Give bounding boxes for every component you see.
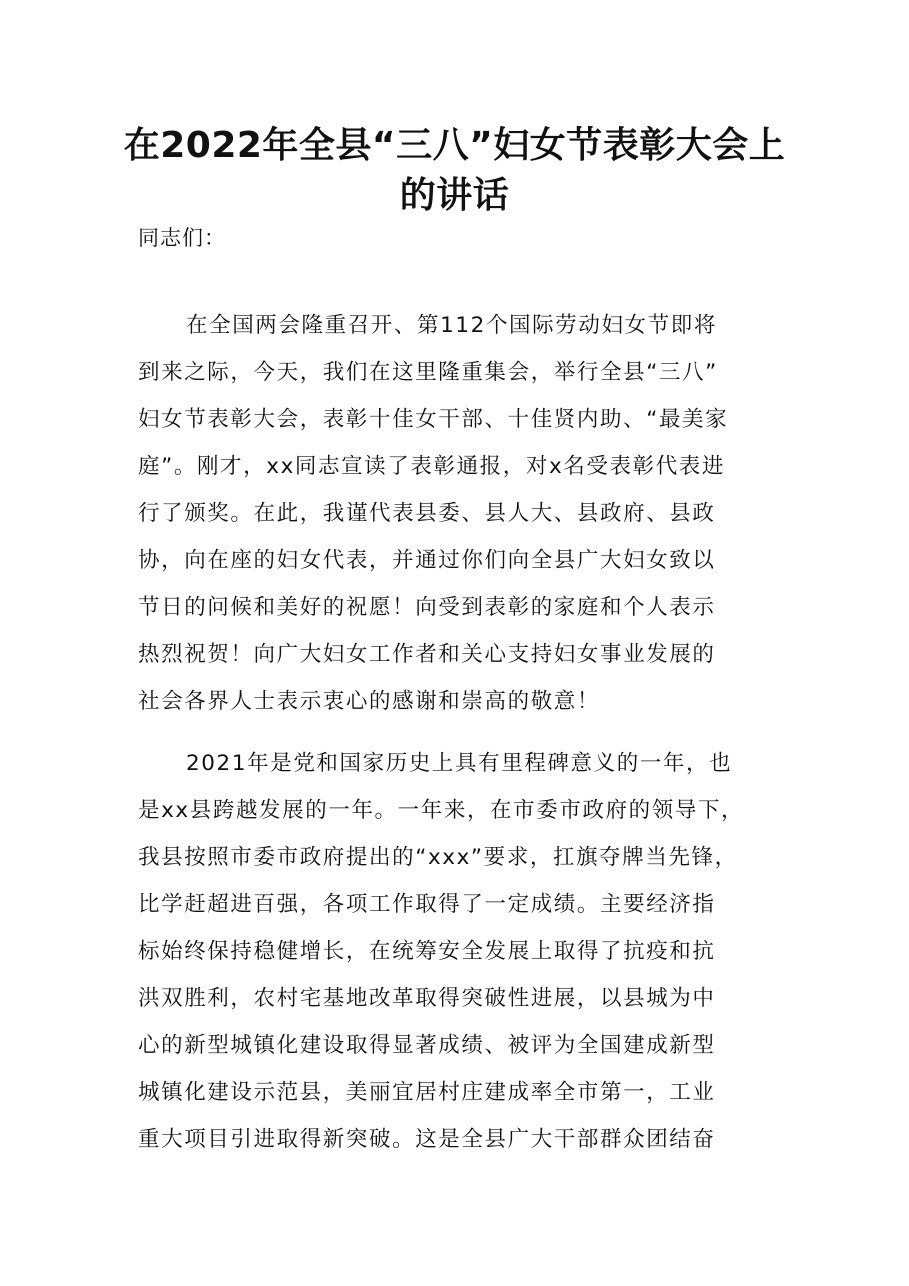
paragraph-line: 重大项目引进取得新突破。这是全县广大干部群众团结奋 bbox=[138, 1127, 716, 1152]
paragraph-line: 心的新型城镇化建设取得显著成绩、被评为全国建成新型 bbox=[138, 1033, 716, 1058]
paragraph-line: 是xx县跨越发展的一年。一年来，在市委市政府的领导下， bbox=[138, 798, 745, 823]
paragraph-2 bbox=[138, 740, 778, 1163]
paragraph-line: 协，向在座的妇女代表，并通过你们向全县广大妇女致以 bbox=[138, 548, 716, 573]
paragraph-line: 热烈祝贺！向广大妇女工作者和关心支持妇女事业发展的 bbox=[138, 642, 716, 667]
title-line-1: 在2022年全县“三八”妇女节表彰大会上 bbox=[123, 125, 786, 166]
paragraph-line: 比学赶超进百强，各项工作取得了一定成绩。主要经济指 bbox=[138, 892, 716, 917]
paragraph-line: 标始终保持稳健增长，在统筹安全发展上取得了抗疫和抗 bbox=[138, 939, 716, 964]
paragraph-line: 庭”。刚才，xx同志宣读了表彰通报，对x名受表彰代表进 bbox=[138, 454, 726, 479]
paragraph-line: 到来之际，今天，我们在这里隆重集会，举行全县“三八” bbox=[138, 360, 718, 385]
paragraph-line: 2021年是党和国家历史上具有里程碑意义的一年，也 bbox=[186, 751, 733, 776]
paragraph-line: 妇女节表彰大会，表彰十佳女干部、十佳贤内助、“最美家 bbox=[138, 407, 729, 432]
title-line-2: 的讲话 bbox=[399, 175, 510, 216]
paragraph-line: 社会各界人士表示衷心的感谢和崇高的敬意！ bbox=[138, 689, 601, 714]
paragraph-line: 洪双胜利，农村宅基地改革取得突破性进展，以县城为中 bbox=[138, 986, 716, 1011]
document-title bbox=[120, 121, 789, 221]
paragraph-line: 城镇化建设示范县，美丽宜居村庄建成率全市第一，工业 bbox=[138, 1080, 716, 1105]
salutation: 同志们： bbox=[138, 226, 226, 250]
paragraph-line: 节日的问候和美好的祝愿！向受到表彰的家庭和个人表示 bbox=[138, 595, 716, 620]
paragraph-line: 行了颁奖。在此，我谨代表县委、县人大、县政府、县政 bbox=[138, 501, 716, 526]
paragraph-line: 在全国两会隆重召开、第112个国际劳动妇女节即将 bbox=[186, 313, 717, 338]
paragraph-line: 我县按照市委市政府提出的“xxx”要求，扛旗夺牌当先锋， bbox=[138, 845, 738, 870]
paragraph-1 bbox=[138, 302, 778, 725]
